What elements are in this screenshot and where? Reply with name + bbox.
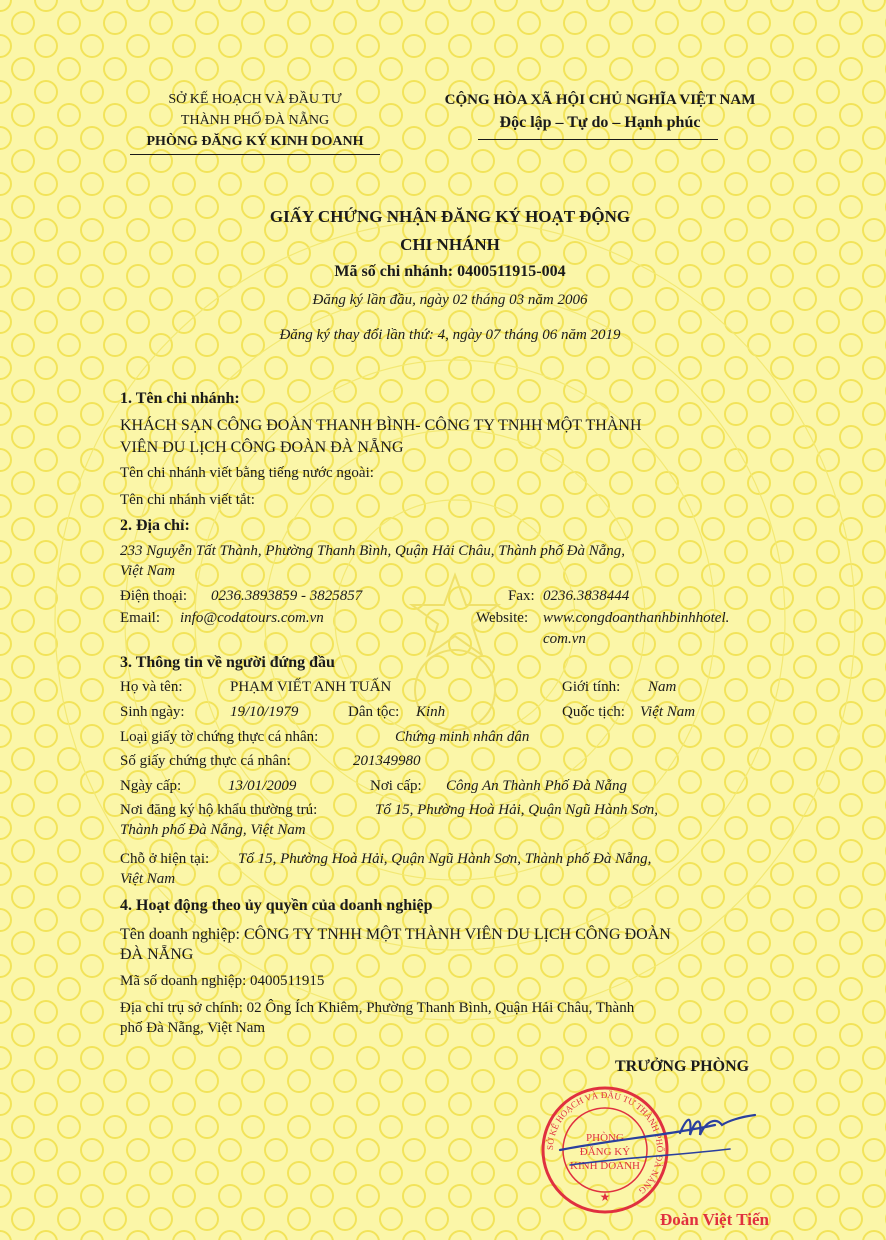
current-address-line2: Việt Nam (120, 871, 176, 887)
website-line2: com.vn (543, 631, 586, 647)
agency-name-line1: SỞ KẾ HOẠCH VÀ ĐẦU TƯ (168, 92, 342, 107)
change-registration-date: Đăng ký thay đổi lần thứ: 4, ngày 07 tháng 06 năm 2019 (279, 327, 621, 343)
agency-underline (130, 154, 380, 155)
handwritten-signature (540, 1095, 790, 1185)
issue-date-value: 13/01/2009 (228, 778, 297, 794)
headquarters-line2: phố Đà Nẵng, Việt Nam (120, 1020, 266, 1036)
id-type-label: Loại giấy tờ chứng thực cá nhân: (120, 729, 319, 745)
issue-place-label: Nơi cấp: (370, 778, 422, 794)
section4-heading: 4. Hoạt động theo ủy quyền của doanh nghiệp (120, 897, 433, 914)
id-number-label: Số giấy chứng thực cá nhân: (120, 753, 291, 769)
address-line2: Việt Nam (120, 563, 176, 579)
stamp-ring-text: SỞ KẾ HOẠCH VÀ ĐẦU TƯ THÀNH PHỐ ĐÀ NẴNG (544, 1089, 666, 1197)
signer-name: Đoàn Việt Tiến (660, 1210, 769, 1229)
company-name-line1: Tên doanh nghiệp: CÔNG TY TNHH MỘT THÀNH VIÊN DU LỊCH CÔNG ĐOÀN (120, 926, 671, 943)
tax-code: Mã số doanh nghiệp: 0400511915 (120, 973, 325, 989)
phone-label: Điện thoại: (120, 588, 188, 604)
current-address-label: Chỗ ở hiện tại: (120, 851, 210, 867)
fullname-value: PHẠM VIẾT ANH TUẤN (230, 679, 392, 695)
email-value: info@codatours.com.vn (180, 610, 324, 626)
gender-label: Giới tính: (562, 679, 621, 695)
residence-label: Nơi đăng ký hộ khẩu thường trú: (120, 802, 318, 818)
document-subtitle: CHI NHÁNH (400, 235, 500, 254)
agency-name-line2: THÀNH PHỐ ĐÀ NẴNG (180, 113, 330, 128)
short-name-label: Tên chi nhánh viết tắt: (120, 492, 255, 508)
section1-heading: 1. Tên chi nhánh: (120, 390, 240, 407)
headquarters-line1: Địa chỉ trụ sở chính: 02 Ông Ích Khiêm, Phường Thanh Bình, Quận Hải Châu, Thành (120, 1000, 635, 1016)
current-address-line1: Tổ 15, Phường Hoà Hải, Quận Ngũ Hành Sơn, Thành phố Đà Nẵng, (238, 851, 652, 867)
section2-heading: 2. Địa chỉ: (120, 517, 190, 534)
id-number-value: 201349980 (353, 753, 421, 769)
ethnic-value: Kinh (416, 704, 446, 720)
email-label: Email: (120, 610, 160, 626)
id-type-value: Chứng minh nhân dân (395, 729, 530, 745)
residence-line1: Tổ 15, Phường Hoà Hải, Quận Ngũ Hành Sơn, (375, 802, 658, 818)
residence-line2: Thành phố Đà Nẵng, Việt Nam (120, 822, 306, 838)
section3-heading: 3. Thông tin về người đứng đầu (120, 654, 335, 671)
phone-value: 0236.3893859 - 3825857 (211, 588, 363, 604)
national-motto: Độc lập – Tự do – Hạnh phúc (499, 114, 701, 131)
issue-date-label: Ngày cấp: (120, 778, 182, 794)
branch-name-line2: VIÊN DU LỊCH CÔNG ĐOÀN ĐÀ NẴNG (120, 439, 404, 456)
gender-value: Nam (648, 679, 677, 695)
nationality-value: Việt Nam (640, 704, 696, 720)
dob-value: 19/10/1979 (230, 704, 299, 720)
stamp-line2: ĐĂNG KÝ (579, 1146, 631, 1158)
document-title: GIẤY CHỨNG NHẬN ĐĂNG KÝ HOẠT ĐỘNG (269, 207, 631, 226)
motto-underline (478, 139, 718, 140)
issue-place-value: Công An Thành Phố Đà Nẵng (446, 778, 627, 794)
ethnic-label: Dân tộc: (348, 704, 400, 720)
branch-code: Mã số chi nhánh: 0400511915-004 (334, 263, 566, 280)
website-label: Website: (476, 610, 529, 626)
company-name-line2: ĐÀ NẴNG (120, 946, 194, 963)
foreign-name-label: Tên chi nhánh viết bằng tiếng nước ngoài: (120, 465, 374, 481)
stamp-line1: PHÒNG (586, 1132, 624, 1144)
national-title: CỘNG HÒA XÃ HỘI CHỦ NGHĨA VIỆT NAM (444, 92, 756, 108)
fullname-label: Họ và tên: (120, 679, 183, 695)
branch-name-line1: KHÁCH SẠN CÔNG ĐOÀN THANH BÌNH- CÔNG TY TNHH MỘT THÀNH (120, 417, 642, 434)
fax-label: Fax: (508, 588, 535, 604)
first-registration-date: Đăng ký lần đầu, ngày 02 tháng 03 năm 2006 (312, 292, 588, 308)
dob-label: Sinh ngày: (120, 704, 185, 720)
nationality-label: Quốc tịch: (562, 704, 625, 720)
agency-department: PHÒNG ĐĂNG KÝ KINH DOANH (146, 134, 364, 149)
fax-value: 0236.3838444 (543, 588, 630, 604)
svg-text:★: ★ (599, 1190, 611, 1204)
address-line1: 233 Nguyễn Tất Thành, Phường Thanh Bình, Quận Hải Châu, Thành phố Đà Nẵng, (120, 543, 625, 559)
signatory-role: TRƯỞNG PHÒNG (615, 1058, 750, 1075)
stamp-line3: KINH DOANH (570, 1160, 640, 1172)
website-line1: www.congdoanthanhbinhhotel. (543, 610, 730, 626)
